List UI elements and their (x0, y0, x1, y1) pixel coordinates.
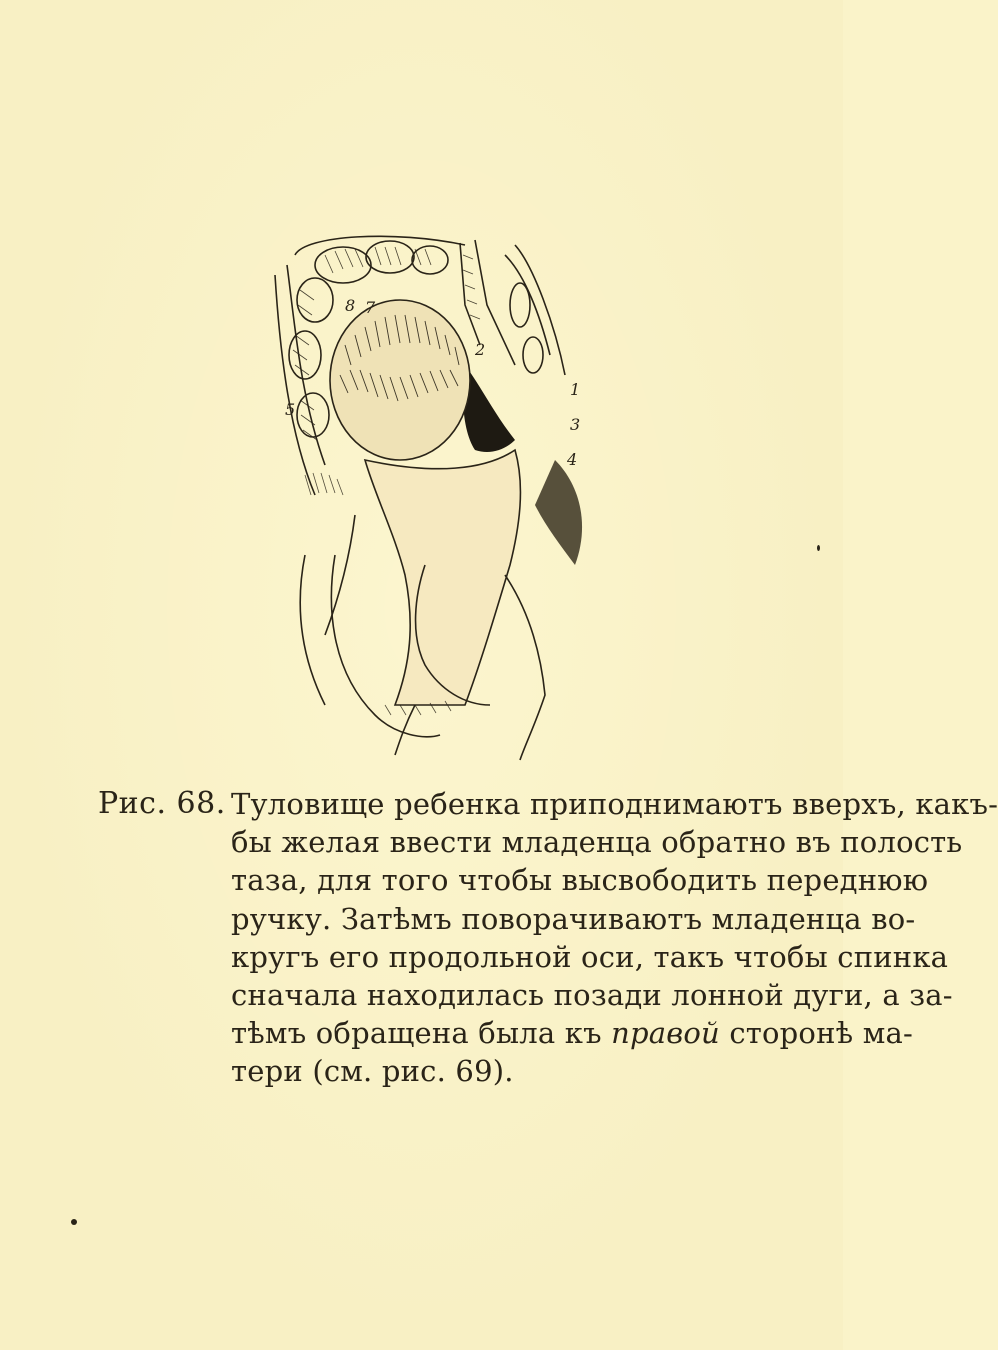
label-3: 3 (570, 415, 581, 434)
canal-shadow (463, 365, 515, 452)
caption-line-8: тери (см. рис. 69). (231, 1054, 514, 1089)
label-4: 4 (567, 450, 578, 469)
caption-line-7-end: сторонѣ ма- (719, 1016, 913, 1051)
caption-line-7-start: тѣмъ обращена была къ (231, 1016, 612, 1051)
caption-line-1: Туловище ребенка приподнимаютъ вверхъ, какъ- (231, 787, 998, 821)
caption-line-2: бы желая ввести младенца обратно въ полость (231, 825, 963, 860)
label-7: 7 (365, 298, 376, 317)
caption-emphasis: правой (611, 1016, 720, 1051)
label-8: 8 (345, 296, 356, 315)
anatomical-illustration (265, 235, 605, 775)
infant-head (330, 300, 470, 460)
label-1: 1 (570, 380, 581, 399)
ink-speck (71, 1219, 77, 1225)
label-5: 5 (285, 400, 296, 419)
caption-line-7 (231, 1014, 913, 1052)
caption-line-4: ручку. Затѣмъ поворачиваютъ младенца во- (231, 901, 916, 936)
caption-line-5: кругъ его продольной оси, такъ чтобы спинка (231, 939, 949, 974)
caption-line-3: таза, для того чтобы высвободить переднюю (231, 863, 929, 898)
caption-text (231, 785, 998, 1091)
label-2: 2 (475, 340, 486, 359)
caption-line-6: сначала находилась позади лонной дуги, а за- (231, 978, 953, 1013)
infant-body (365, 450, 545, 760)
ink-speck (817, 545, 820, 551)
figure-number: Рис. 68. (98, 786, 226, 821)
pubic-tissue (535, 460, 582, 565)
